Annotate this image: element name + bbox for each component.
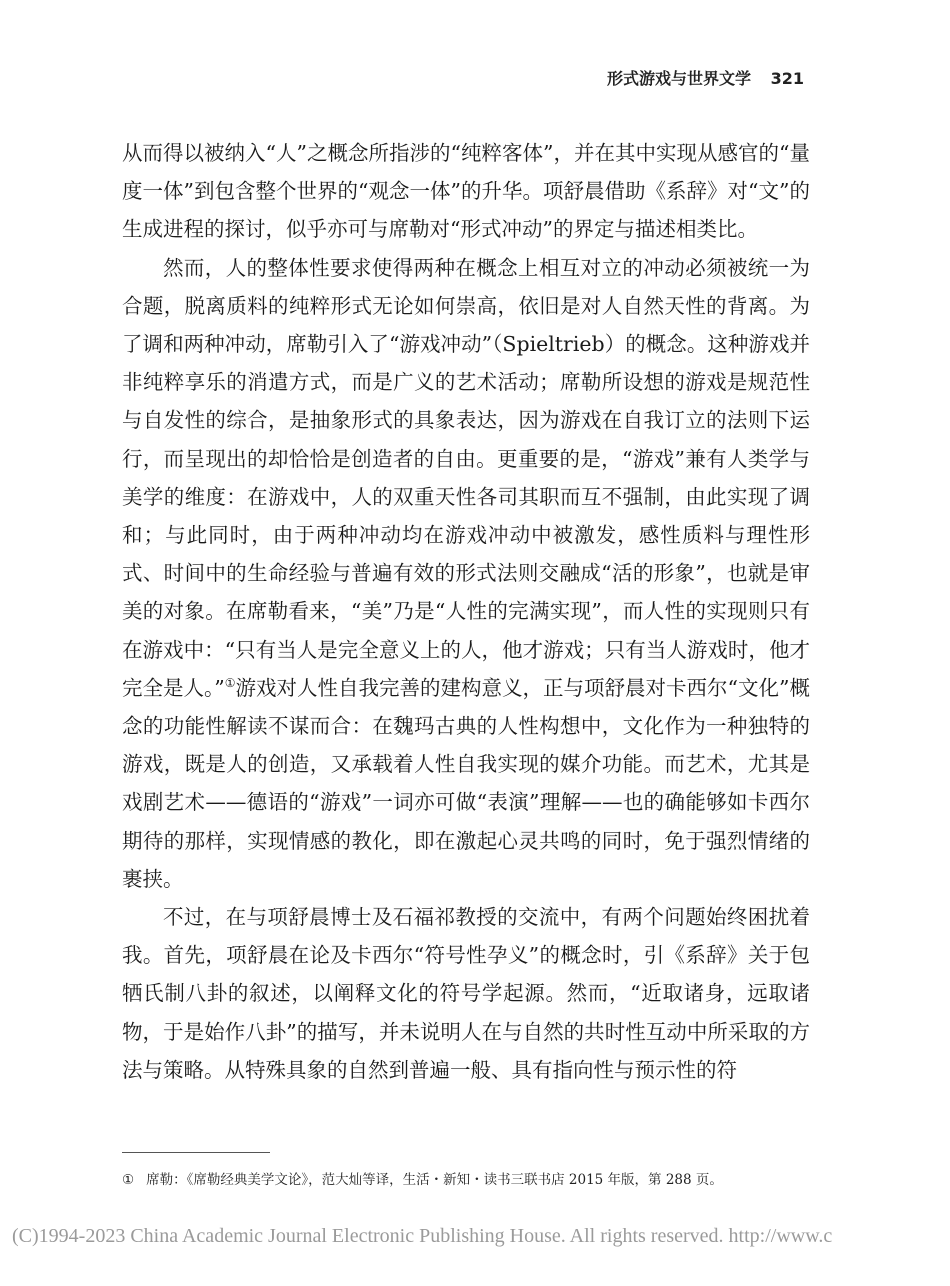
paragraph-1: 从而得以被纳入“人”之概念所指涉的“纯粹客体”，并在其中实现从感官的“量度一体”到包含整个世界的“观念一体”的升华。项舒晨借助《系辞》对“文”的生成进程的探讨，似乎亦可与席勒对“形式冲动”的界定与描述相类比。: [122, 141, 810, 242]
running-header: [607, 66, 804, 89]
paragraph-2-text-after-note: 游戏对人性自我完善的建构意义，正与项舒晨对卡西尔“文化”概念的功能性解读不谋而合：在魏玛古典的人性构想中，文化作为一种独特的游戏，既是人的创造，又承载着人性自我实现的媒介功能。而艺术，尤其是戏剧艺术——德语的“游戏”一词亦可做“表演”理解——也的确能够如卡西尔期待的那样，实现情感的教化，即在激起心灵共鸣的同时，免于强烈情绪的裹挟。: [122, 675, 810, 891]
footnote-number: ①: [122, 1172, 135, 1188]
paragraph-2: [122, 249, 810, 898]
body-text: [122, 134, 810, 1089]
copyright-watermark: (C)1994-2023 China Academic Journal Electronic Publishing House. All rights reserved. http://www.c: [12, 1225, 833, 1247]
footnote-text: 席勒：《席勒经典美学文论》，范大灿等译，生活・新知・读书三联书店 2015 年版，第 288 页。: [146, 1172, 723, 1188]
page-number: 321: [770, 69, 804, 88]
footnote: [122, 1170, 812, 1190]
paragraph-2-text-before-note: 然而，人的整体性要求使得两种在概念上相互对立的冲动必须被统一为合题，脱离质料的纯粹形式无论如何崇高，依旧是对人自然天性的背离。为了调和两种冲动，席勒引入了“游戏冲动”（Spieltrieb）的概念。这种游戏并非纯粹享乐的消遣方式，而是广义的艺术活动；席勒所设想的游戏是规范性与自发性的综合，是抽象形式的具象表达，因为游戏在自我订立的法则下运行，而呈现出的却恰恰是创造者的自由。更重要的是，“游戏”兼有人类学与美学的维度：在游戏中，人的双重天性各司其职而互不强制，由此实现了调和；与此同时，由于两种冲动均在游戏冲动中被激发，感性质料与理性形式、时间中的生命经验与普遍有效的形式法则交融成“活的形象”，也就是审美的对象。在席勒看来，“美”乃是“人性的完满实现”，而人性的实现则只有在游戏中：“只有当人是完全意义上的人，他才游戏；只有当人游戏时，他才完全是人。”: [122, 255, 810, 700]
running-header-title: 形式游戏与世界文学: [607, 69, 752, 88]
footnote-reference-mark[interactable]: ①: [224, 676, 236, 691]
footnote-divider: [122, 1152, 270, 1153]
paragraph-3: 不过，在与项舒晨博士及石福祁教授的交流中，有两个问题始终困扰着我。首先，项舒晨在论及卡西尔“符号性孕义”的概念时，引《系辞》关于包牺氏制八卦的叙述，以阐释文化的符号学起源。然而，“近取诸身，远取诸物，于是始作八卦”的描写，并未说明人在与自然的共时性互动中所采取的方法与策略。从特殊具象的自然到普遍一般、具有指向性与预示性的符: [122, 905, 810, 1082]
